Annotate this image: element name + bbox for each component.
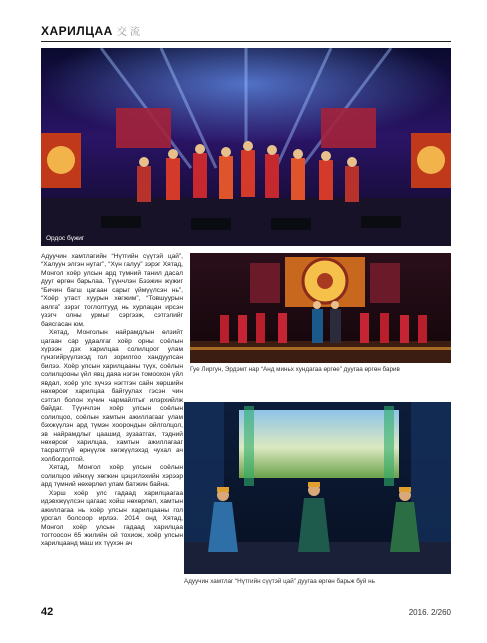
- bottom-photo-caption: Адуучин хамтлаг “Нүтгийн сүүтэй цай” дуугаа өргөн барьж буй нь: [184, 578, 375, 585]
- article-body: [41, 253, 183, 549]
- paragraph: Хятад, Монголын найрамдлын өлзийт цагаан сар удаалгаг хоёр орны соёлын хүрээн дэх харилцаа солилцоог улам гүнзгийрүүлэхэд гол зорилгоо хандуулсан билээ. Хоёр улсын харилцааны түүх, соёлын солилцооны үйл явц даяа нэгэн томоохон үйл явдал, хоёр улс хүчээ нэгтгэн сайн хөршийн нөхөрсөг харилцаа байгуулах гэсэн чин сэтгэл болон хүчин чармайлтыг илэрхийлж байдаг. Түүнчлэн хоёр улсын соёлын солилцоо, соёлын хамтын ажиллагааг улам бэхжүүлэн ард түмэн хоорондын ойлголцол, эв найрамдлыг цаашид зузаатгах, тэдний нөхөрсөг харилцаа, хамтын ажиллагааг тасралтгүй өрнүүлж хөгжүүлэхэд чухал ач холбогдолтой.: [41, 329, 183, 463]
- section-title: ХАРИЛЦАА: [41, 24, 113, 38]
- stage-performance-image: [41, 48, 451, 246]
- adoochin-band-image: [184, 402, 451, 574]
- header-rule: [41, 41, 451, 42]
- singers-stage-image: [190, 253, 451, 363]
- issue-number: 2016. 2/260: [408, 608, 451, 617]
- bottom-photo: [184, 402, 451, 574]
- top-photo-caption: Ордос бүжиг: [46, 235, 85, 242]
- paragraph: Хятад, Монгол хоёр улсын соёлын солилцоо ийнхүү хөгжин цэцэглэхийн хэрээр ард түмний нөхөрлөл улам батжин байна.: [41, 464, 183, 489]
- top-photo: [41, 48, 451, 246]
- section-title-cn: 交 流: [116, 27, 141, 38]
- page-number: 42: [41, 606, 54, 618]
- paragraph: Адуучин хамтлагийн “Нүтгийн сүүтэй цай”, “Халуун элгэн нутаг”, “Хүн галуу” зэрэг Хятад, Монгол хоёр улсын ард түмний танил дасал дууг өргөн барьлаа. Түүнчлэн Бээжин жүжиг “Бичин багш цагаан сарыг үймүүлсэн нь”, “Хоёр утаст хуурын хөгжим”, “Товшуурын аялга” зэрэг тоглолтууд нь хурлацан ирсэн үзэгч олны урмыг сэргээж, сэтгэлийг баясгасан юм.: [41, 253, 183, 328]
- page-header: [41, 22, 451, 40]
- middle-photo-caption: Гуе Лиргун, Эрдэмт нар “Анд миньх хундагаа өргөе” дуугаа өргөн барив: [190, 366, 400, 373]
- middle-photo: [190, 253, 451, 363]
- paragraph: Хэрш хоёр улс гадаад харилцаагаа идэвхжүүлсэн цагаас хойш нөхөрлөл, хамтын ажиллагаа нь хоёр улсын харилцааны гол урсгал болсоор ирлээ. 2014 онд Хятад, Монгол хоёр улсын гадаад харилцаа тогтоосон 65 жилийн ой тохиож, хоёр улсын харилцаанд маш их түүхэн ач: [41, 489, 183, 548]
